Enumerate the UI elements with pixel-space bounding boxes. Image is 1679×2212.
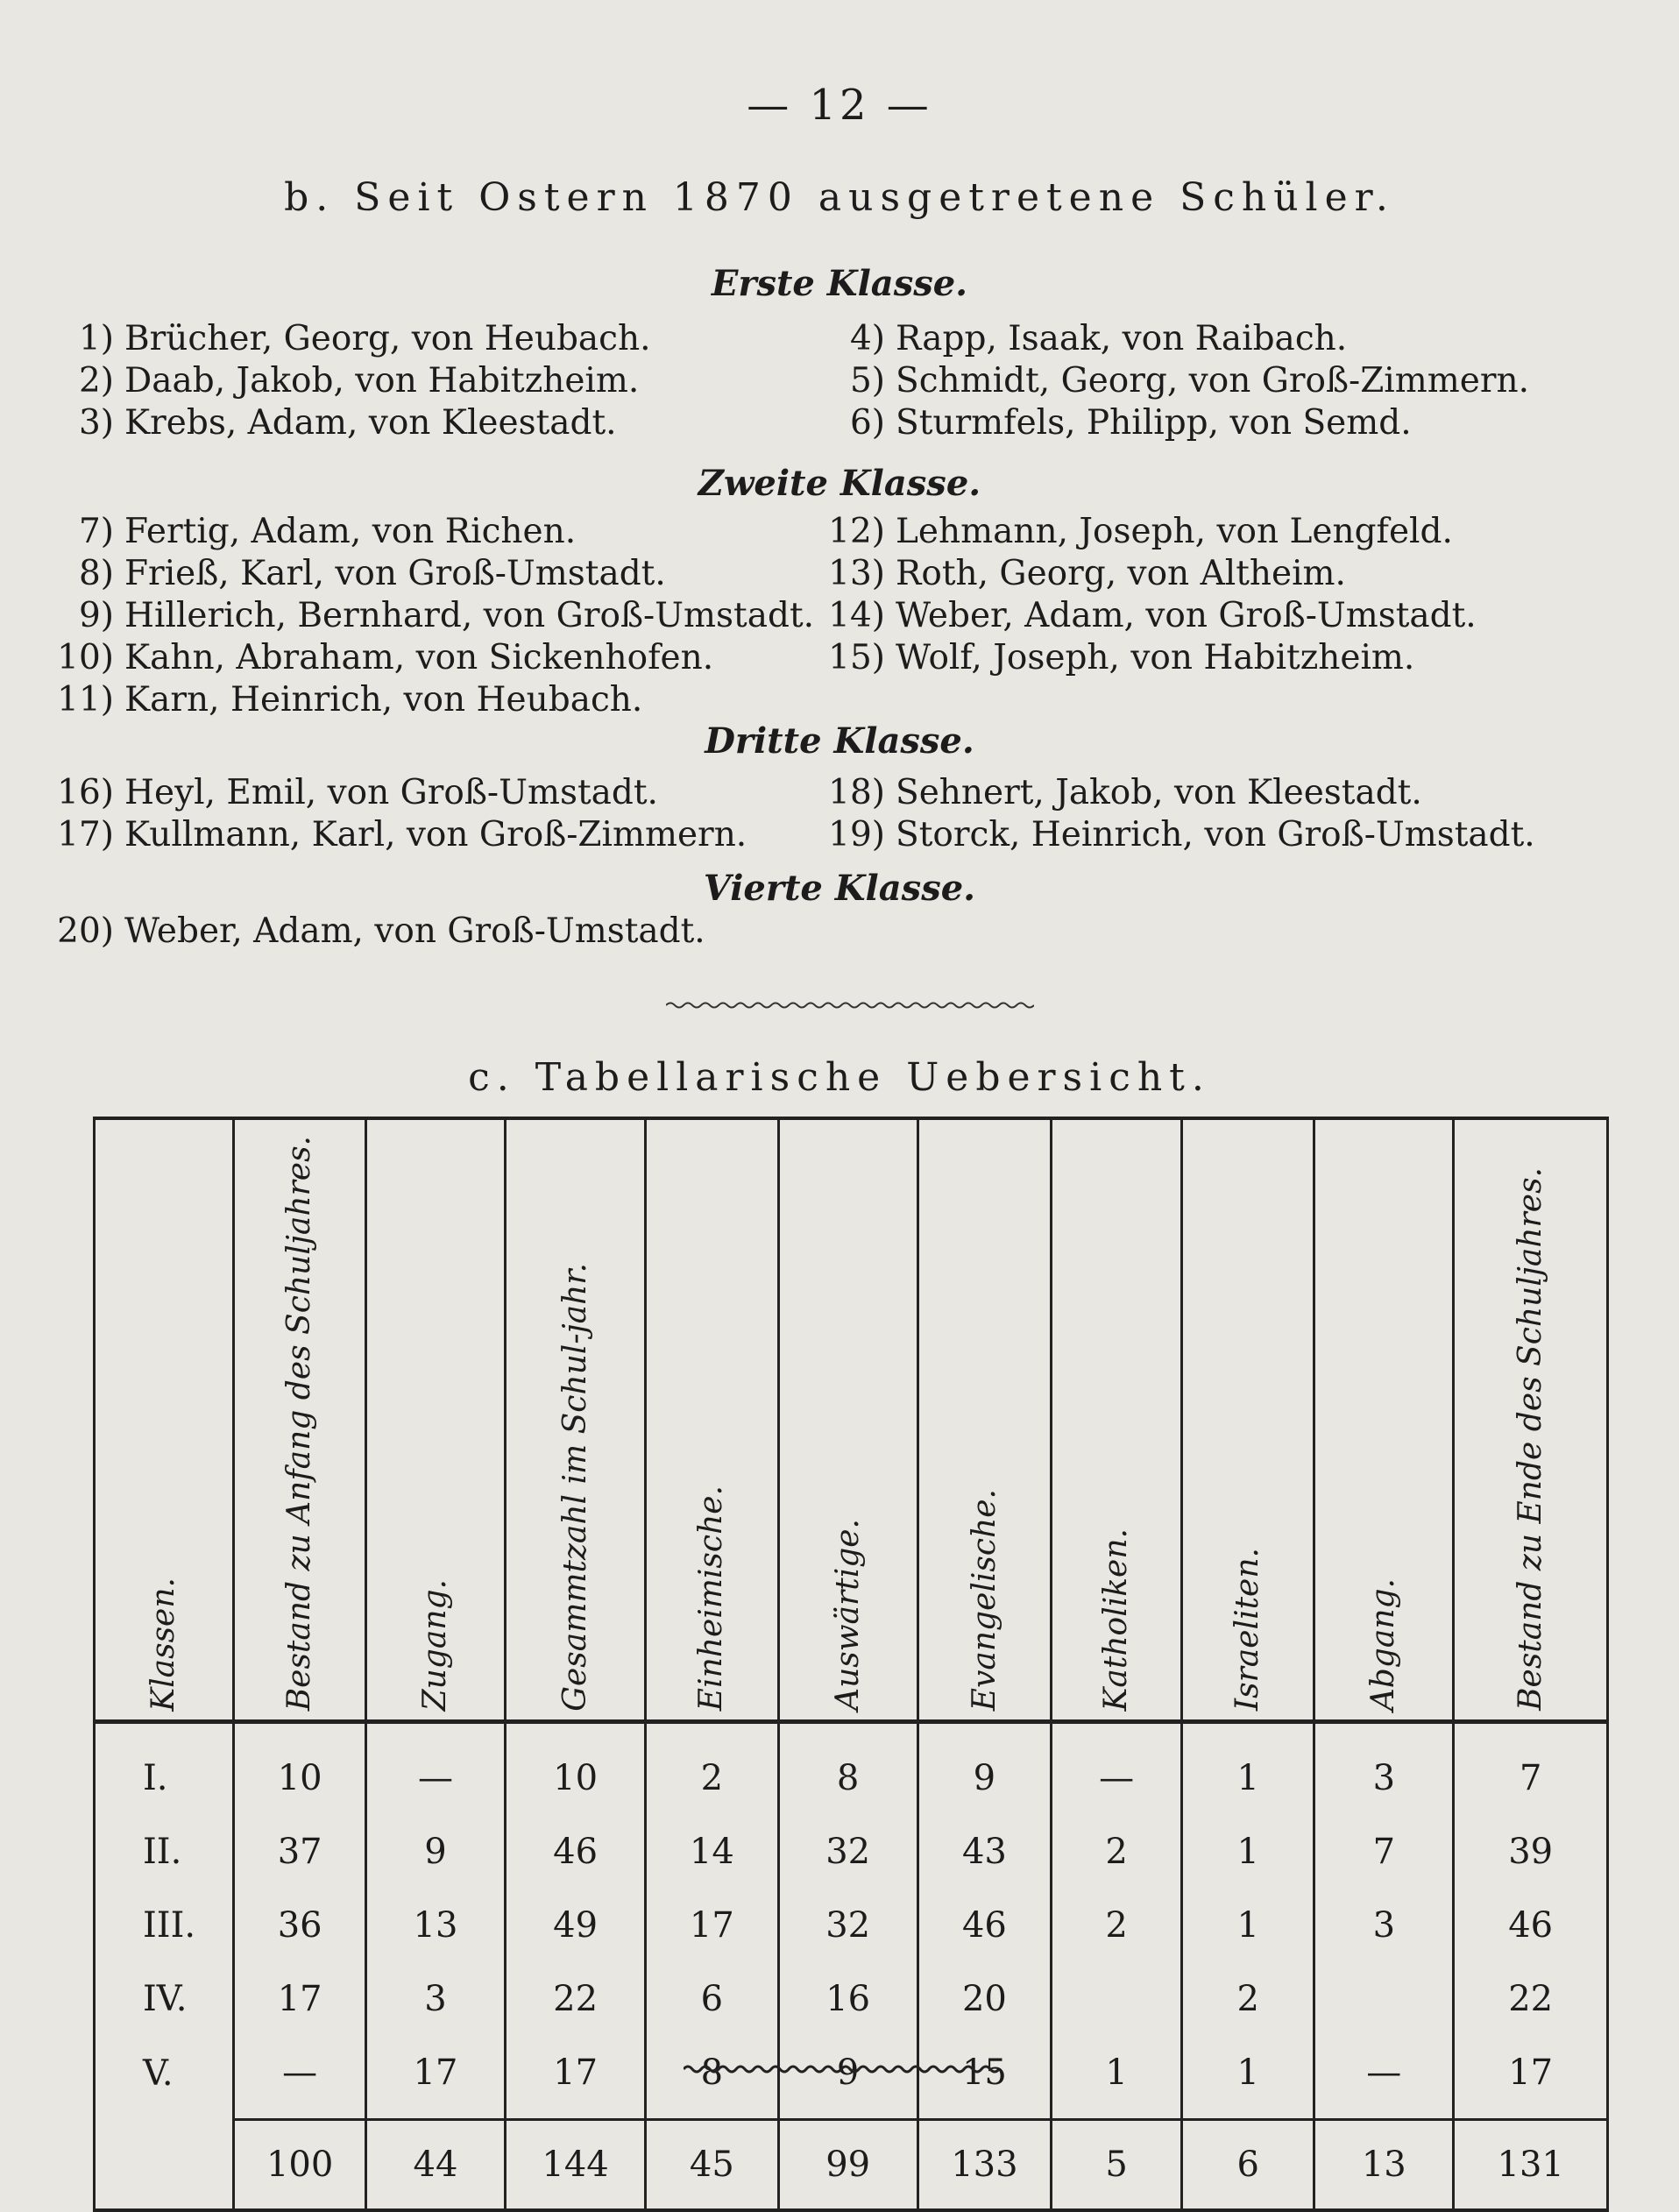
header-einheimische: Einheimische. <box>646 1118 778 1722</box>
table-row: II. 37 9 46 14 32 43 2 1 7 39 <box>95 1815 1608 1889</box>
header-katholiken: Katholiken. <box>1052 1118 1182 1722</box>
table-row: I. 10 — 10 2 8 9 — 1 3 7 <box>95 1722 1608 1816</box>
student-entry: 11) Karn, Heinrich, von Heubach. <box>57 680 643 720</box>
header-gesammtzahl: Gesammtzahl im Schul-jahr. <box>506 1118 646 1722</box>
page-number: — 12 — <box>747 81 932 130</box>
ornamental-divider <box>666 999 1034 1011</box>
student-entry: 7) Fertig, Adam, von Richen. <box>78 512 577 551</box>
student-entry: 15) Wolf, Joseph, von Habitzheim. <box>828 638 1415 677</box>
table-row: III. 36 13 49 17 32 46 2 1 3 46 <box>95 1889 1608 1962</box>
student-entry: 19) Storck, Heinrich, von Groß-Umstadt. <box>828 815 1535 854</box>
student-entry: 20) Weber, Adam, von Groß-Umstadt. <box>57 911 705 951</box>
student-entry: 16) Heyl, Emil, von Groß-Umstadt. <box>57 773 658 812</box>
header-zugang: Zugang. <box>365 1118 505 1722</box>
student-entry: 18) Sehnert, Jakob, von Kleestadt. <box>828 773 1422 812</box>
section-c-title: c. Tabellarische Uebersicht. <box>468 1055 1211 1100</box>
table-row: V. — 17 17 8 9 15 1 1 — 17 <box>95 2036 1608 2120</box>
student-entry: 13) Roth, Georg, von Altheim. <box>828 554 1346 593</box>
student-entry: 4) Rapp, Isaak, von Raibach. <box>849 319 1348 358</box>
header-klassen: Klassen. <box>95 1118 234 1722</box>
header-israeliten: Israeliten. <box>1182 1118 1314 1722</box>
class-title: Erste Klasse. <box>711 263 968 304</box>
class-title: Zweite Klasse. <box>698 463 981 504</box>
class-title: Vierte Klasse. <box>703 868 976 909</box>
student-entry: 10) Kahn, Abraham, von Sickenhofen. <box>57 638 714 677</box>
section-b-title: b. Seit Ostern 1870 ausgetretene Schüler. <box>284 175 1395 220</box>
class-title: Dritte Klasse. <box>705 720 974 762</box>
student-entry: 12) Lehmann, Joseph, von Lengfeld. <box>828 512 1453 551</box>
student-entry: 9) Hillerich, Bernhard, von Groß-Umstadt. <box>78 596 815 635</box>
student-entry: 5) Schmidt, Georg, von Groß-Zimmern. <box>849 361 1529 401</box>
header-bestand-ende: Bestand zu Ende des Schuljahres. <box>1454 1118 1608 1722</box>
student-entry: 14) Weber, Adam, von Groß-Umstadt. <box>828 596 1477 635</box>
student-entry: 2) Daab, Jakob, von Habitzheim. <box>78 361 640 401</box>
student-entry: 8) Frieß, Karl, von Groß-Umstadt. <box>78 554 666 593</box>
student-entry: 1) Brücher, Georg, von Heubach. <box>78 319 651 358</box>
student-entry: 17) Kullmann, Karl, von Groß-Zimmern. <box>57 815 747 854</box>
student-entry: 3) Krebs, Adam, von Kleestadt. <box>78 403 617 443</box>
ornamental-divider <box>684 2063 999 2075</box>
header-abgang: Abgang. <box>1314 1118 1454 1722</box>
header-bestand-anfang: Bestand zu Anfang des Schuljahres. <box>234 1118 365 1722</box>
student-entry: 6) Sturmfels, Philipp, von Semd. <box>849 403 1412 443</box>
totals-row: 100 44 144 45 99 133 5 6 13 131 <box>95 2120 1608 2211</box>
header-evangelische: Evangelische. <box>917 1118 1051 1722</box>
table-row: IV. 17 3 22 6 16 20 2 22 <box>95 1962 1608 2036</box>
header-auswaertige: Auswärtige. <box>778 1118 917 1722</box>
overview-table <box>93 1117 1609 2212</box>
table-header-row <box>95 1118 1608 1722</box>
